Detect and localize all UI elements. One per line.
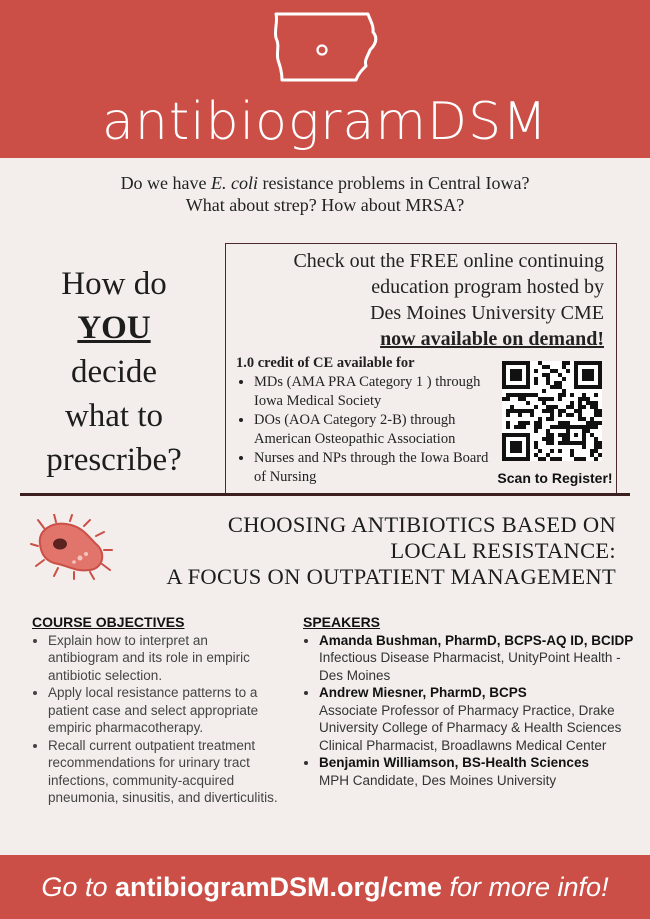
iowa-map-icon [270, 8, 380, 88]
page-title: antibiogramDSM [102, 92, 548, 152]
credits-list [236, 354, 504, 487]
intro-question [0, 172, 650, 216]
course-title-line1: CHOOSING ANTIBIOTICS BASED ON [227, 512, 616, 537]
on-demand-label: now available on demand! [380, 328, 604, 350]
credit-item: • MDs (AMA PRA Category 1 ) through Iowa Medical Society [254, 373, 504, 411]
speaker-item [319, 632, 643, 685]
program-line1: Check out the FREE online continuing [293, 250, 604, 272]
footer-before: Go to [41, 872, 115, 902]
footer-after: for more info! [442, 872, 609, 902]
scan-to-register-label: Scan to Register! [497, 470, 613, 486]
credit-item: • DOs (AOA Category 2-B) through American Osteopathic Association [254, 411, 504, 449]
objectives-heading: COURSE OBJECTIVES [32, 614, 185, 630]
speaker-name: • Benjamin Williamson, BS-Health Sciences [319, 755, 589, 770]
speaker-name: • Andrew Miesner, PharmD, BCPS [319, 685, 527, 700]
how-do-you-decide [20, 262, 208, 482]
objective-item: • Recall current outpatient treatment recommendations for urinary tract infections, community-acquired pneumonia, sinusitis, and diverticulitis. [48, 737, 282, 807]
speakers-heading: SPEAKERS [303, 614, 381, 630]
speakers-section [303, 614, 643, 789]
intro-line2: What about strep? How about MRSA? [185, 195, 465, 215]
header-banner [0, 0, 650, 158]
course-title-line3: A FOCUS ON OUTPATIENT MANAGEMENT [166, 564, 616, 589]
course-title [146, 512, 616, 590]
credit-item: • Nurses and NPs through the Iowa Board of Nursing [254, 449, 504, 487]
objective-item: • Apply local resistance patterns to a patient case and select appropriate empiric pharmacotherapy. [48, 684, 282, 737]
speaker-detail: Associate Professor of Pharmacy Practice, Drake University College of Pharmacy & Health Sciences [319, 702, 622, 735]
speaker-item [319, 684, 643, 754]
speaker-name: • Amanda Bushman, PharmD, BCPS-AQ ID, BCIDP [319, 632, 634, 648]
program-announcement [224, 248, 604, 352]
program-line2: education program hosted by [371, 276, 604, 298]
course-title-line2: LOCAL RESISTANCE: [390, 538, 616, 563]
footer-banner [0, 855, 650, 919]
intro-ecoli: E. coli [211, 173, 259, 193]
credits-heading: 1.0 credit of CE available for [236, 355, 415, 371]
program-box [225, 243, 617, 496]
section-divider [20, 493, 630, 496]
qr-code[interactable] [502, 361, 602, 461]
program-line3: Des Moines University CME [370, 302, 604, 324]
speaker-detail: MPH Candidate, Des Moines University [319, 772, 557, 788]
intro-line1-after: resistance problems in Central Iowa? [258, 173, 530, 193]
course-objectives [32, 614, 282, 807]
intro-line1-before: Do we have [120, 173, 212, 193]
speaker-detail: Infectious Disease Pharmacist, UnityPoint Health - Des Moines [319, 650, 621, 683]
howdo-line3: decide [70, 354, 158, 390]
howdo-line5: prescribe? [46, 442, 182, 478]
objective-item: • Explain how to interpret an antibiogram and its role in empiric antibiotic selection. [48, 632, 282, 685]
speaker-detail: Clinical Pharmacist, Broadlawns Medical Center [319, 737, 607, 753]
speaker-item [319, 754, 643, 789]
howdo-line1: How do [61, 266, 167, 302]
bacterium-icon [30, 514, 114, 580]
howdo-you: YOU [77, 310, 151, 346]
howdo-line4: what to [64, 398, 164, 434]
footer-url-link[interactable]: antibiogramDSM.org/cme [114, 872, 443, 902]
